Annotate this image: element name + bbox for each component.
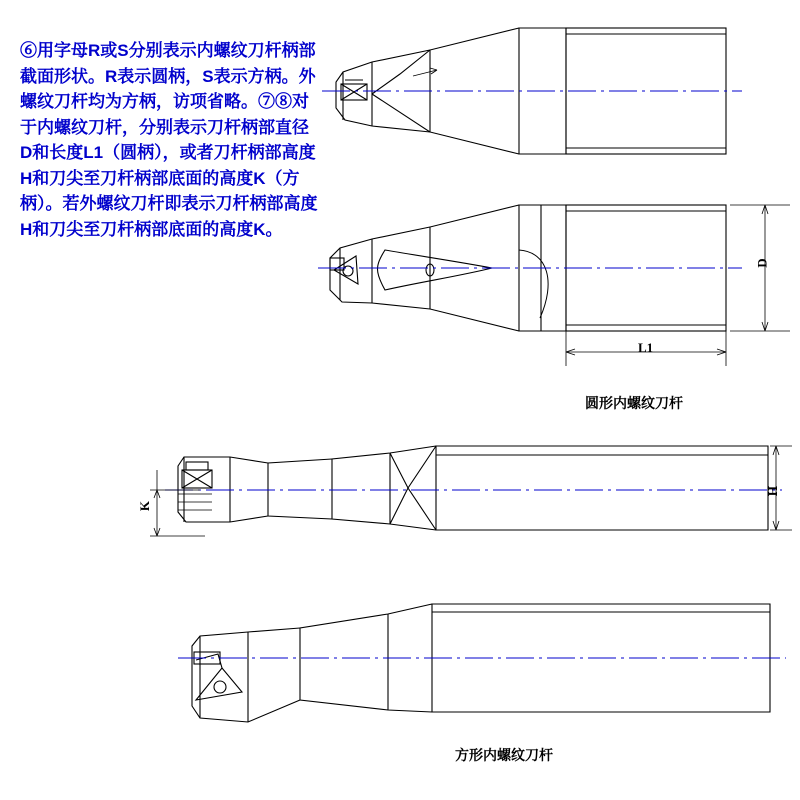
caption-round-shank: 圆形内螺纹刀杆: [585, 395, 683, 411]
square-taper: [332, 446, 436, 530]
dimension-label-H: H: [765, 485, 781, 497]
square-bottom-head: [192, 628, 300, 722]
dimension-label-D: D: [754, 258, 770, 268]
insert-bottom: [196, 668, 242, 700]
figure-round-top-view: [322, 28, 742, 154]
dimension-label-K: K: [137, 500, 153, 512]
dimension-label-L1: L1: [638, 340, 654, 355]
square-body: [436, 446, 768, 530]
figure-square-side-view: [150, 446, 792, 536]
figure-round-side-view: [318, 205, 790, 366]
figure-square-bottom-view: [178, 604, 786, 722]
annotation-paragraph: ⑥用字母R或S分别表示内螺纹刀杆柄部截面形状。R表示圆柄，S表示方柄。外螺纹刀杆均为方柄，访项省略。⑦⑧对于内螺纹刀杆，分别表示刀杆柄部直径D和长度L1（圆柄），或者刀杆柄部高度H和刀尖至刀杆柄部底面的高度K（方柄）。若外螺纹刀杆即表示刀杆柄部高度H和刀尖至刀杆柄部底面的高度K。: [20, 41, 318, 239]
caption-square-shank: 方形内螺纹刀杆: [455, 747, 553, 763]
square-head: [268, 459, 332, 519]
